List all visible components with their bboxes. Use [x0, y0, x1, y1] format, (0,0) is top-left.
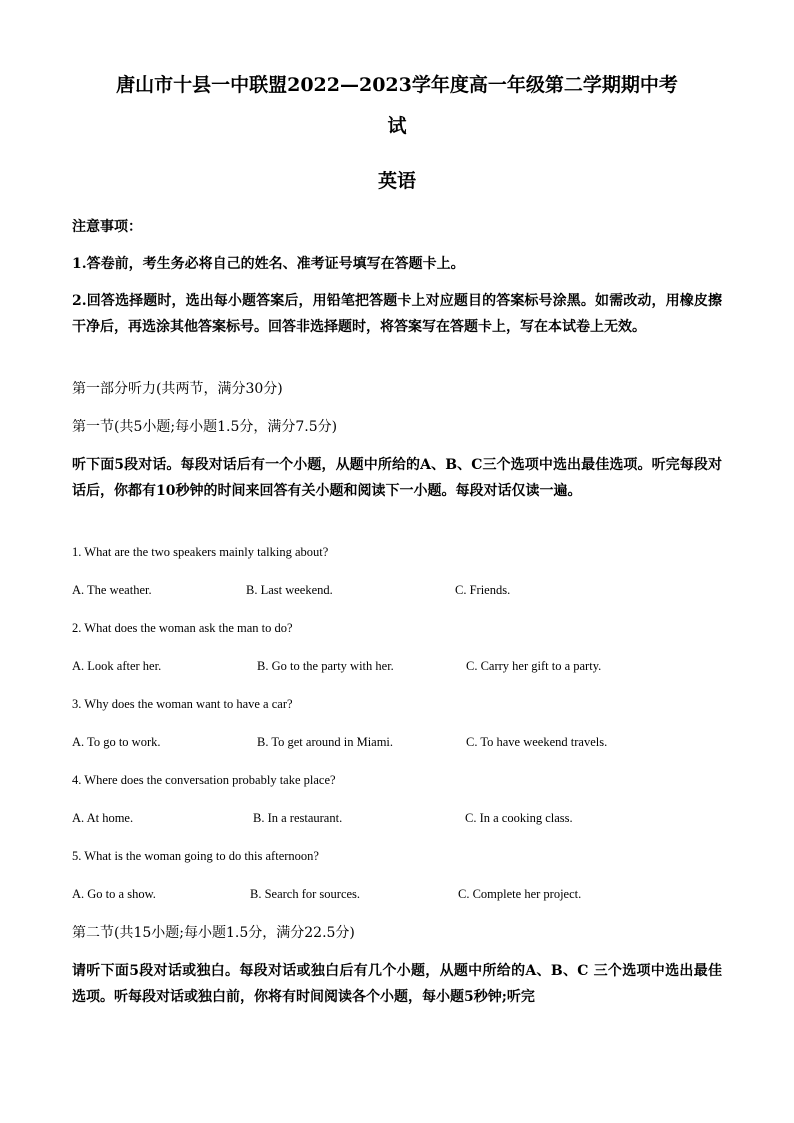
question-3-option-a: A. To go to work.	[72, 735, 161, 749]
question-2-option-a: A. Look after her.	[72, 659, 162, 673]
section1-heading: 第一节(共5小题;每小题1.5分，满分7.5分)	[72, 419, 338, 435]
question-1-option-a: A. The weather.	[72, 583, 152, 597]
question-5-option-c: C. Complete her project.	[458, 887, 582, 901]
question-5: 5. What is the woman going to do this afternoon?	[72, 849, 319, 863]
question-2: 2. What does the woman ask the man to do?	[72, 621, 293, 635]
exam-title-line2: 试	[387, 115, 407, 137]
question-3-option-b: B. To get around in Miami.	[257, 735, 394, 749]
question-5-option-a: A. Go to a show.	[72, 887, 156, 901]
question-2-option-c: C. Carry her gift to a party.	[466, 659, 602, 673]
question-4-option-a: A. At home.	[72, 811, 134, 825]
notice-item-1: 1.答卷前，考生务必将自己的姓名、准考证号填写在答题卡上。	[72, 256, 465, 272]
subject-title: 英语	[377, 170, 416, 192]
section1-instructions: 听下面5段对话。每段对话后有一个小题，从题中所给的A、B、C三个选项中选出最佳选项。听完每段对话后，你都有10秒钟的时间来回答有关小题和阅读下一小题。每段对话仅读一遍。	[72, 457, 722, 499]
section2-heading: 第二节(共15小题;每小题1.5分，满分22.5分)	[72, 925, 355, 941]
notice-heading: 注意事项：	[72, 219, 142, 235]
question-3: 3. Why does the woman want to have a car?	[72, 697, 293, 711]
question-4: 4. Where does the conversation probably take place?	[72, 773, 336, 787]
question-3-option-c: C. To have weekend travels.	[466, 735, 608, 749]
part1-heading: 第一部分听力(共两节，满分30分)	[72, 381, 283, 397]
question-1: 1. What are the two speakers mainly talking about?	[72, 545, 329, 559]
exam-title-line1: 唐山市十县一中联盟2022—2023学年度高一年级第二学期期中考	[116, 74, 678, 96]
question-5-option-b: B. Search for sources.	[250, 887, 361, 901]
question-4-option-b: B. In a restaurant.	[253, 811, 343, 825]
notice-item-2: 2.回答选择题时，选出每小题答案后，用铅笔把答题卡上对应题目的答案标号涂黑。如需改动，用橡皮擦干净后，再选涂其他答案标号。回答非选择题时，将答案写在答题卡上，写在本试卷上无效。	[72, 293, 722, 335]
question-1-option-c: C. Friends.	[455, 583, 511, 597]
question-2-option-b: B. Go to the party with her.	[257, 659, 394, 673]
question-4-option-c: C. In a cooking class.	[465, 811, 573, 825]
section2-instructions: 请听下面5段对话或独白。每段对话或独白后有几个小题，从题中所给的A、B、C 三个选项中选出最佳选项。听每段对话或独白前，你将有时间阅读各个小题，每小题5秒钟;听完	[72, 963, 722, 1005]
question-1-option-b: B. Last weekend.	[246, 583, 333, 597]
